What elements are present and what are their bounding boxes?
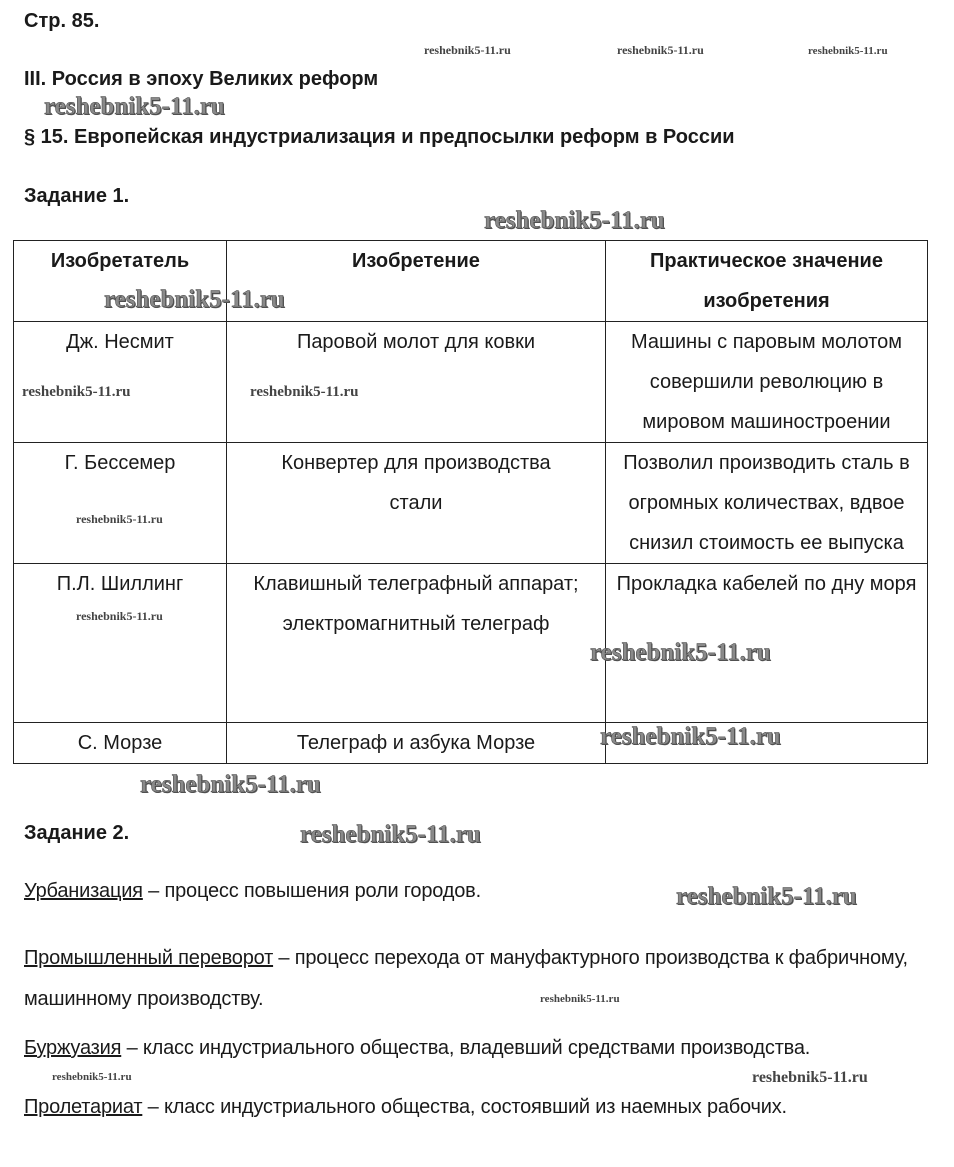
- watermark: reshebnik5-11.ru: [22, 384, 131, 400]
- cell-inventor: С. Морзе: [14, 723, 227, 764]
- header-significance-text: Практическое значение изобретения: [650, 250, 883, 312]
- watermark: reshebnik5-11.ru: [300, 821, 481, 848]
- watermark: reshebnik5-11.ru: [44, 93, 225, 120]
- table-row: [14, 443, 928, 564]
- watermark: reshebnik5-11.ru: [76, 609, 163, 623]
- cell-significance: Позволил производить сталь в огромных количествах, вдвое снизил стоимость ее выпуска: [606, 443, 928, 564]
- cell-significance: Прокладка кабелей по дну моря: [606, 564, 928, 723]
- watermark: reshebnik5-11.ru: [600, 723, 781, 750]
- cell-inventor: Г. Бессемер: [14, 443, 227, 564]
- watermark: reshebnik5-11.ru: [752, 1069, 868, 1086]
- term: Пролетариат: [24, 1096, 143, 1118]
- header-inventor: Изобретатель: [14, 241, 227, 322]
- watermark: reshebnik5-11.ru: [76, 512, 163, 526]
- watermark: reshebnik5-11.ru: [590, 639, 771, 666]
- definition: – класс индустриального общества, владевший средствами производства.: [121, 1037, 811, 1059]
- table-row: [14, 322, 928, 443]
- header-significance: [606, 241, 928, 322]
- cell-invention: Клавишный телеграфный аппарат; электромагнитный телеграф: [227, 564, 606, 723]
- cell-inventor: П.Л. Шиллинг: [14, 564, 227, 723]
- watermark: reshebnik5-11.ru: [52, 1071, 132, 1083]
- watermark: reshebnik5-11.ru: [617, 43, 704, 57]
- watermark: reshebnik5-11.ru: [140, 771, 321, 798]
- cell-invention: Конвертер для производства стали: [227, 443, 606, 564]
- watermark: reshebnik5-11.ru: [104, 286, 285, 313]
- header-invention: Изобретение: [227, 241, 606, 322]
- task2-title: Задание 2.: [24, 822, 130, 844]
- watermark: reshebnik5-11.ru: [676, 883, 857, 910]
- watermark: reshebnik5-11.ru: [484, 207, 665, 234]
- cell-invention: Телеграф и азбука Морзе: [227, 723, 606, 764]
- term: Буржуазия: [24, 1037, 122, 1059]
- term: Промышленный переворот: [24, 947, 274, 969]
- cell-significance: Машины с паровым молотом совершили революцию в мировом машиностроении: [606, 322, 928, 443]
- section-title: III. Россия в эпоху Великих реформ: [24, 68, 379, 90]
- watermark: reshebnik5-11.ru: [424, 43, 511, 57]
- watermark: reshebnik5-11.ru: [250, 384, 359, 400]
- page-label: Стр. 85.: [24, 10, 100, 32]
- watermark: reshebnik5-11.ru: [540, 993, 620, 1005]
- paragraph-title: § 15. Европейская индустриализация и предпосылки реформ в России: [24, 126, 735, 148]
- inventions-table: [13, 240, 928, 764]
- cell-invention: Паровой молот для ковки: [227, 322, 606, 443]
- definition: – класс индустриального общества, состоявший из наемных рабочих.: [142, 1096, 787, 1118]
- table-row: [14, 564, 928, 723]
- definition-item: [24, 880, 481, 903]
- definition: – процесс повышения роли городов.: [142, 880, 481, 902]
- definition-item: [24, 1037, 810, 1060]
- term: Урбанизация: [24, 880, 143, 902]
- definition-item: [24, 1096, 787, 1119]
- definition: – процесс перехода от мануфактурного производства к фабричному, машинному производству.: [24, 947, 908, 1010]
- definition-item: [24, 938, 924, 1020]
- task1-title: Задание 1.: [24, 185, 130, 207]
- watermark: reshebnik5-11.ru: [808, 45, 888, 57]
- table-row: [14, 723, 928, 764]
- cell-inventor: Дж. Несмит: [14, 322, 227, 443]
